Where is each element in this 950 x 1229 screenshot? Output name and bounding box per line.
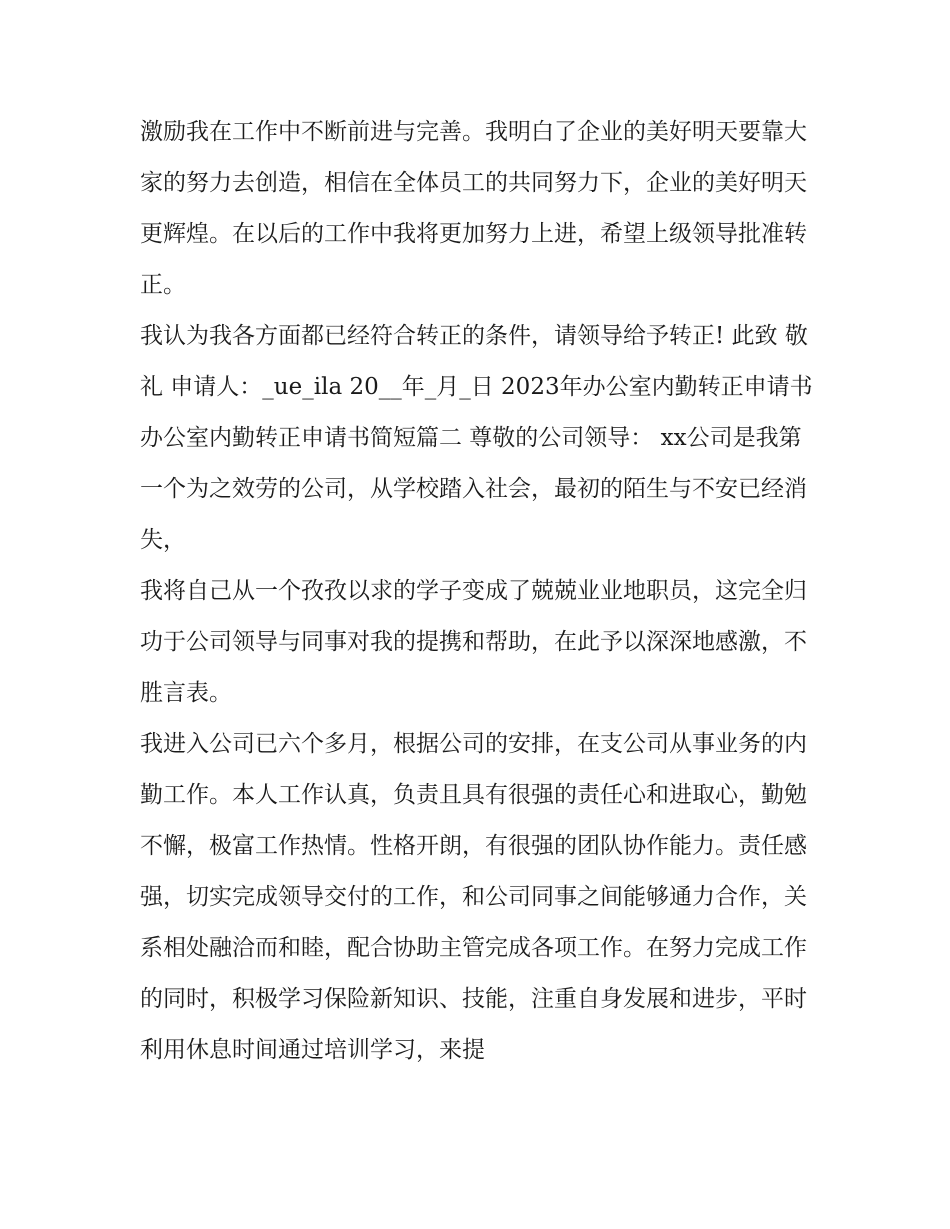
paragraph-5: 我进入公司已六个多月，根据公司的安排，在支公司从事业务的内勤工作。本人工作认真，负责且具有很强的责任心和进取心，勤勉不懈，极富工作热情。性格开朗，有很强的团队协作能力。责任感强，切实完成领导交付的工作，和公司同事之间能够通力合作，关系相处融洽而和睦，配合协助主管完成各项工作。在努力完成工作的同时，积极学习保险新知识、技能，注重自身发展和进步，平时利用休息时间通过培训学习，来提 — [140, 731, 807, 1063]
paragraph-3: 办公室内勤转正申请书简短篇二 尊敬的公司领导： xx公司是我第一个为之效劳的公司，从学校踏入社会，最初的陌生与不安已经消失， — [140, 425, 807, 553]
paragraph-2: 我认为我各方面都已经符合转正的条件，请领导给予转正! 此致 敬礼 申请人：_ue_ila 20__年_月_日 2023年办公室内勤转正申请书 — [140, 323, 813, 400]
document-body — [140, 107, 820, 1076]
paragraph-4: 我将自己从一个孜孜以求的学子变成了兢兢业业地职员，这完全归功于公司领导与同事对我的提携和帮助，在此予以深深地感激，不胜言表。 — [140, 578, 807, 706]
paragraph-1: 激励我在工作中不断前进与完善。我明白了企业的美好明天要靠大家的努力去创造，相信在全体员工的共同努力下，企业的美好明天更辉煌。在以后的工作中我将更加努力上进，希望上级领导批准转正。 — [140, 119, 807, 298]
